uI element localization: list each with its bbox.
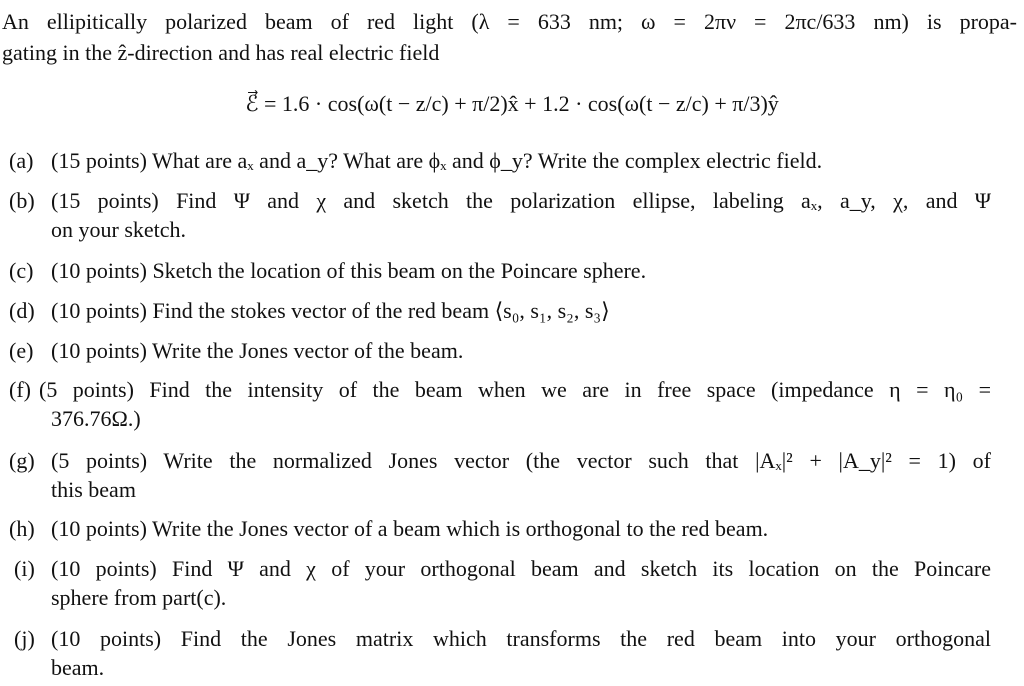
part-label: (h)	[9, 516, 35, 541]
part-label: (f)	[9, 377, 31, 402]
part-label: (d)	[9, 298, 35, 323]
part-text: (10 points) Find Ψ and χ of your orthogonal beam and sketch its location on the Poincare	[51, 556, 991, 581]
part-text: 376.76Ω.)	[51, 406, 141, 431]
part-text: (5 points) Write the normalized Jones vector (the vector such that |Aₓ|² + |A_y|² = 1) of	[51, 448, 991, 473]
intro-paragraph	[2, 6, 1017, 68]
intro-line-1: An ellipitically polarized beam of red light (λ = 633 nm; ω = 2πν = 2πc/633 nm) is propa-	[2, 9, 1017, 34]
part-text: (10 points) Write the Jones vector of a beam which is orthogonal to the red beam.	[51, 516, 769, 541]
part-text: (10 points) Find the stokes vector of the red beam ⟨s₀, s₁, s₂, s₃⟩	[51, 298, 610, 323]
part-label: (c)	[9, 258, 34, 283]
part-label: (b)	[9, 188, 35, 213]
part-text: beam.	[51, 655, 105, 680]
part-text: (15 points) What are aₓ and a_y? What are ϕₓ and ϕ_y? Write the complex electric field.	[51, 148, 823, 173]
part-text: on your sketch.	[51, 217, 187, 242]
intro-line-2: gating in the ẑ-direction and has real electric field	[2, 40, 440, 65]
electric-field-equation: ℰ⃗ = 1.6 · cos(ω(t − z/c) + π/2)x̂ + 1.2 · cos(ω(t − z/c) + π/3)ŷ	[245, 91, 779, 116]
part-label: (j)	[14, 626, 35, 651]
part-text: (10 points) Find the Jones matrix which transforms the red beam into your orthogonal	[51, 626, 991, 651]
part-label: (a)	[9, 148, 34, 173]
part-text: (10 points) Write the Jones vector of the beam.	[51, 338, 464, 363]
part-label: (i)	[14, 556, 35, 581]
part-label: (g)	[9, 448, 35, 473]
part-text: this beam	[51, 477, 136, 502]
part-text: sphere from part(c).	[51, 585, 227, 610]
part-text: (10 points) Sketch the location of this beam on the Poincare sphere.	[51, 258, 647, 283]
part-text: (5 points) Find the intensity of the beam when we are in free space (impedance η = η₀ =	[39, 377, 991, 402]
part-label: (e)	[9, 338, 34, 363]
part-text: (15 points) Find Ψ and χ and sketch the polarization ellipse, labeling aₓ, a_y, χ, and Ψ	[51, 188, 991, 213]
